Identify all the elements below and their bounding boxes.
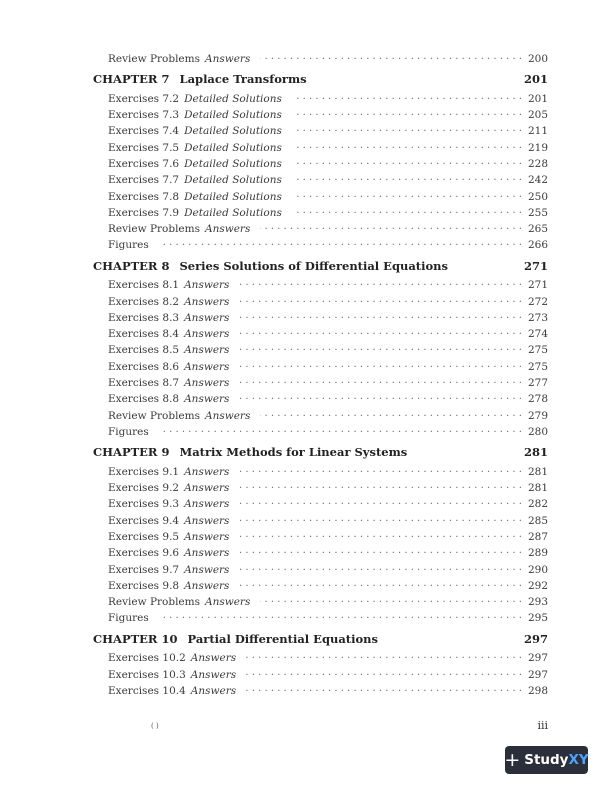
dot-leader [239, 480, 522, 491]
dot-leader [239, 562, 522, 573]
toc-entry[interactable] [93, 310, 548, 326]
entry-page-number: 290 [527, 563, 548, 576]
dot-leader [239, 545, 522, 556]
entry-page-number: 201 [527, 92, 548, 105]
entry-sublabel: Answers [184, 563, 230, 576]
chapter-heading[interactable] [93, 445, 548, 462]
chapter-title: Matrix Methods for Linear Systems [179, 445, 408, 460]
entry-label: Review Problems [108, 596, 200, 609]
chapter-heading[interactable] [93, 72, 548, 89]
toc-entry[interactable] [93, 51, 548, 67]
entry-label: Figures [108, 239, 149, 252]
toc-entry[interactable] [93, 342, 548, 358]
entry-page-number: 280 [527, 425, 548, 438]
entry-sublabel: Answers [184, 295, 230, 308]
entry-sublabel: Answers [190, 684, 237, 697]
toc-entry[interactable] [93, 683, 548, 699]
entry-sublabel: Answers [184, 328, 230, 341]
dot-leader [239, 529, 522, 540]
entry-page-number: 274 [527, 328, 548, 341]
chapter-title: Laplace Transforms [179, 72, 307, 87]
entry-sublabel: Answers [184, 360, 230, 373]
toc-entry[interactable] [93, 529, 548, 545]
toc-entry[interactable] [93, 156, 548, 172]
dot-leader [159, 610, 522, 621]
entry-sublabel: Answers [205, 409, 251, 422]
entry-label: Exercises 7.6 [108, 157, 180, 170]
dot-leader [260, 221, 522, 232]
entry-label: Exercises 10.2 [108, 652, 186, 665]
entry-sublabel: Answers [184, 498, 230, 511]
entry-page-number: 228 [527, 157, 548, 170]
entry-label: Exercises 8.3 [108, 311, 180, 324]
studyxy-logo[interactable] [505, 746, 588, 774]
plus-icon: + [504, 748, 521, 771]
entry-sublabel: Answers [205, 53, 251, 65]
entry-page-number: 297 [527, 668, 548, 681]
dot-leader [292, 107, 522, 118]
toc-entry[interactable] [93, 205, 548, 221]
entry-sublabel: Answers [184, 482, 230, 495]
entry-sublabel: Detailed Solutions [184, 92, 282, 105]
entry-page-number: 295 [527, 612, 548, 625]
entry-sublabel: Answers [190, 668, 237, 681]
entry-page-number: 281 [527, 465, 548, 478]
entry-page-number: 287 [527, 530, 548, 543]
toc-entry[interactable] [93, 464, 548, 480]
entry-label: Exercises 7.3 [108, 109, 180, 122]
entry-label: Exercises 8.2 [108, 295, 180, 308]
entry-page-number: 285 [527, 514, 548, 527]
toc-entry[interactable] [93, 375, 548, 391]
dot-leader [239, 294, 522, 305]
entry-sublabel: Detailed Solutions [184, 174, 282, 187]
entry-sublabel: Answers [184, 311, 230, 324]
dot-leader [292, 123, 522, 134]
entry-sublabel: Answers [184, 547, 230, 560]
entry-page-number: 271 [527, 279, 548, 292]
entry-sublabel: Answers [205, 596, 251, 609]
chapter-title: Partial Differential Equations [187, 631, 378, 646]
entry-sublabel: Answers [184, 514, 230, 527]
entry-label: Review Problems [108, 409, 200, 422]
toc-entry[interactable] [93, 408, 548, 424]
entry-label: Exercises 7.4 [108, 125, 180, 138]
entry-page-number: 205 [527, 109, 548, 122]
toc-entry[interactable] [93, 172, 548, 188]
toc-entry[interactable] [93, 277, 548, 293]
entry-page-number: 277 [527, 377, 548, 390]
dot-leader [292, 91, 522, 102]
entry-page-number: 292 [527, 579, 548, 592]
dot-leader [239, 513, 522, 524]
dot-leader [292, 189, 522, 200]
entry-page-number: 275 [527, 360, 548, 373]
entry-sublabel: Answers [184, 530, 230, 543]
entry-label: Figures [108, 612, 149, 625]
entry-sublabel: Detailed Solutions [184, 190, 282, 203]
entry-sublabel: Answers [184, 377, 230, 390]
chapter-label: CHAPTER 8 [93, 258, 170, 273]
entry-label: Exercises 7.7 [108, 174, 180, 187]
entry-sublabel: Answers [184, 393, 230, 406]
toc-entry[interactable] [93, 513, 548, 529]
toc-entry[interactable] [93, 294, 548, 310]
entry-page-number: 242 [527, 174, 548, 187]
entry-page-number: 275 [527, 344, 548, 357]
entry-page-number: 255 [527, 206, 548, 219]
entry-sublabel: Answers [184, 279, 230, 292]
entry-page-number: 298 [527, 684, 548, 697]
entry-page-number: 250 [527, 190, 548, 203]
entry-sublabel: Detailed Solutions [184, 125, 282, 138]
toc-entry[interactable] [93, 326, 548, 342]
entry-page-number: 279 [527, 409, 548, 422]
entry-label: Exercises 7.2 [108, 92, 180, 105]
toc-entry[interactable] [93, 189, 548, 205]
dot-leader [239, 496, 522, 507]
toc-entry[interactable] [93, 91, 548, 107]
dot-leader [292, 140, 522, 151]
toc-entry[interactable] [93, 237, 548, 253]
logo-brand-accent: XY [568, 752, 589, 768]
entry-label: Exercises 8.1 [108, 279, 180, 292]
entry-label: Exercises 9.6 [108, 547, 180, 560]
toc-entry[interactable] [93, 496, 548, 512]
entry-page-number: 211 [527, 125, 548, 138]
toc-entry[interactable] [93, 594, 548, 610]
entry-page-number: 281 [527, 482, 548, 495]
entry-label: Exercises 10.3 [108, 668, 186, 681]
dot-leader [292, 156, 522, 167]
dot-leader [239, 375, 522, 386]
toc-entry[interactable] [93, 391, 548, 407]
toc-entry[interactable] [93, 123, 548, 139]
entry-label: Exercises 9.5 [108, 530, 180, 543]
entry-sublabel: Detailed Solutions [184, 109, 282, 122]
dot-leader [260, 51, 522, 62]
chapter-page-number: 271 [523, 258, 548, 273]
entry-page-number: 219 [527, 141, 548, 154]
entry-page-number: 200 [527, 53, 548, 65]
entry-label: Figures [108, 425, 149, 438]
dot-leader [239, 326, 522, 337]
entry-page-number: 289 [527, 547, 548, 560]
entry-label: Exercises 8.7 [108, 377, 180, 390]
entry-page-number: 278 [527, 393, 548, 406]
entry-label: Exercises 9.8 [108, 579, 180, 592]
entry-page-number: 293 [527, 596, 548, 609]
entry-label: Exercises 9.7 [108, 563, 180, 576]
entry-sublabel: Answers [184, 465, 230, 478]
toc-entry[interactable] [93, 562, 548, 578]
toc-entry[interactable] [93, 107, 548, 123]
dot-leader [239, 277, 522, 288]
dot-leader [159, 237, 522, 248]
chapter-label: CHAPTER 10 [93, 631, 178, 646]
dot-leader [260, 594, 522, 605]
table-of-contents [93, 51, 548, 699]
entry-label: Exercises 10.4 [108, 684, 186, 697]
dot-leader [239, 578, 522, 589]
entry-sublabel: Detailed Solutions [184, 157, 282, 170]
dot-leader [260, 408, 522, 419]
dot-leader [246, 667, 522, 678]
entry-label: Review Problems [108, 223, 200, 236]
toc-entry[interactable] [93, 480, 548, 496]
logo-brand: Study [524, 752, 569, 768]
entry-label: Exercises 9.3 [108, 498, 180, 511]
entry-label: Exercises 8.6 [108, 360, 180, 373]
entry-label: Review Problems [108, 53, 200, 65]
dot-leader [239, 359, 522, 370]
entry-page-number: 282 [527, 498, 548, 511]
toc-entry[interactable] [93, 359, 548, 375]
footer-mark: ( ) [151, 722, 159, 730]
entry-page-number: 272 [527, 295, 548, 308]
dot-leader [239, 310, 522, 321]
chapter-page-number: 297 [523, 631, 548, 646]
chapter-title: Series Solutions of Differential Equations [179, 258, 448, 273]
entry-sublabel: Answers [184, 344, 230, 357]
entry-label: Exercises 7.8 [108, 190, 180, 203]
entry-sublabel: Detailed Solutions [184, 206, 282, 219]
chapter-label: CHAPTER 9 [93, 445, 170, 460]
dot-leader [292, 205, 522, 216]
chapter-heading[interactable] [93, 259, 548, 276]
dot-leader [239, 342, 522, 353]
entry-page-number: 297 [527, 652, 548, 665]
toc-entry[interactable] [93, 221, 548, 237]
entry-label: Exercises 8.5 [108, 344, 180, 357]
entry-label: Exercises 9.1 [108, 465, 180, 478]
toc-entry[interactable] [93, 424, 548, 440]
entry-sublabel: Answers [190, 652, 237, 665]
dot-leader [239, 391, 522, 402]
entry-page-number: 273 [527, 311, 548, 324]
dot-leader [292, 172, 522, 183]
entry-page-number: 265 [527, 223, 548, 236]
dot-leader [246, 683, 522, 694]
chapter-heading[interactable] [93, 632, 548, 649]
entry-label: Exercises 9.4 [108, 514, 180, 527]
page-number: iii [537, 719, 548, 732]
chapter-label: CHAPTER 7 [93, 72, 170, 87]
toc-entry[interactable] [93, 140, 548, 156]
entry-sublabel: Answers [205, 223, 251, 236]
dot-leader [159, 424, 522, 435]
entry-label: Exercises 7.5 [108, 141, 180, 154]
entry-page-number: 266 [527, 239, 548, 252]
chapter-page-number: 281 [523, 445, 548, 460]
entry-label: Exercises 9.2 [108, 482, 180, 495]
toc-entry[interactable] [93, 545, 548, 561]
toc-entry[interactable] [93, 578, 548, 594]
entry-label: Exercises 8.8 [108, 393, 180, 406]
entry-sublabel: Detailed Solutions [184, 141, 282, 154]
entry-label: Exercises 8.4 [108, 328, 180, 341]
toc-entry[interactable] [93, 610, 548, 626]
entry-sublabel: Answers [184, 579, 230, 592]
toc-entry[interactable] [93, 667, 548, 683]
toc-entry[interactable] [93, 650, 548, 666]
chapter-page-number: 201 [523, 72, 548, 87]
dot-leader [246, 650, 522, 661]
entry-label: Exercises 7.9 [108, 206, 180, 219]
dot-leader [239, 464, 522, 475]
